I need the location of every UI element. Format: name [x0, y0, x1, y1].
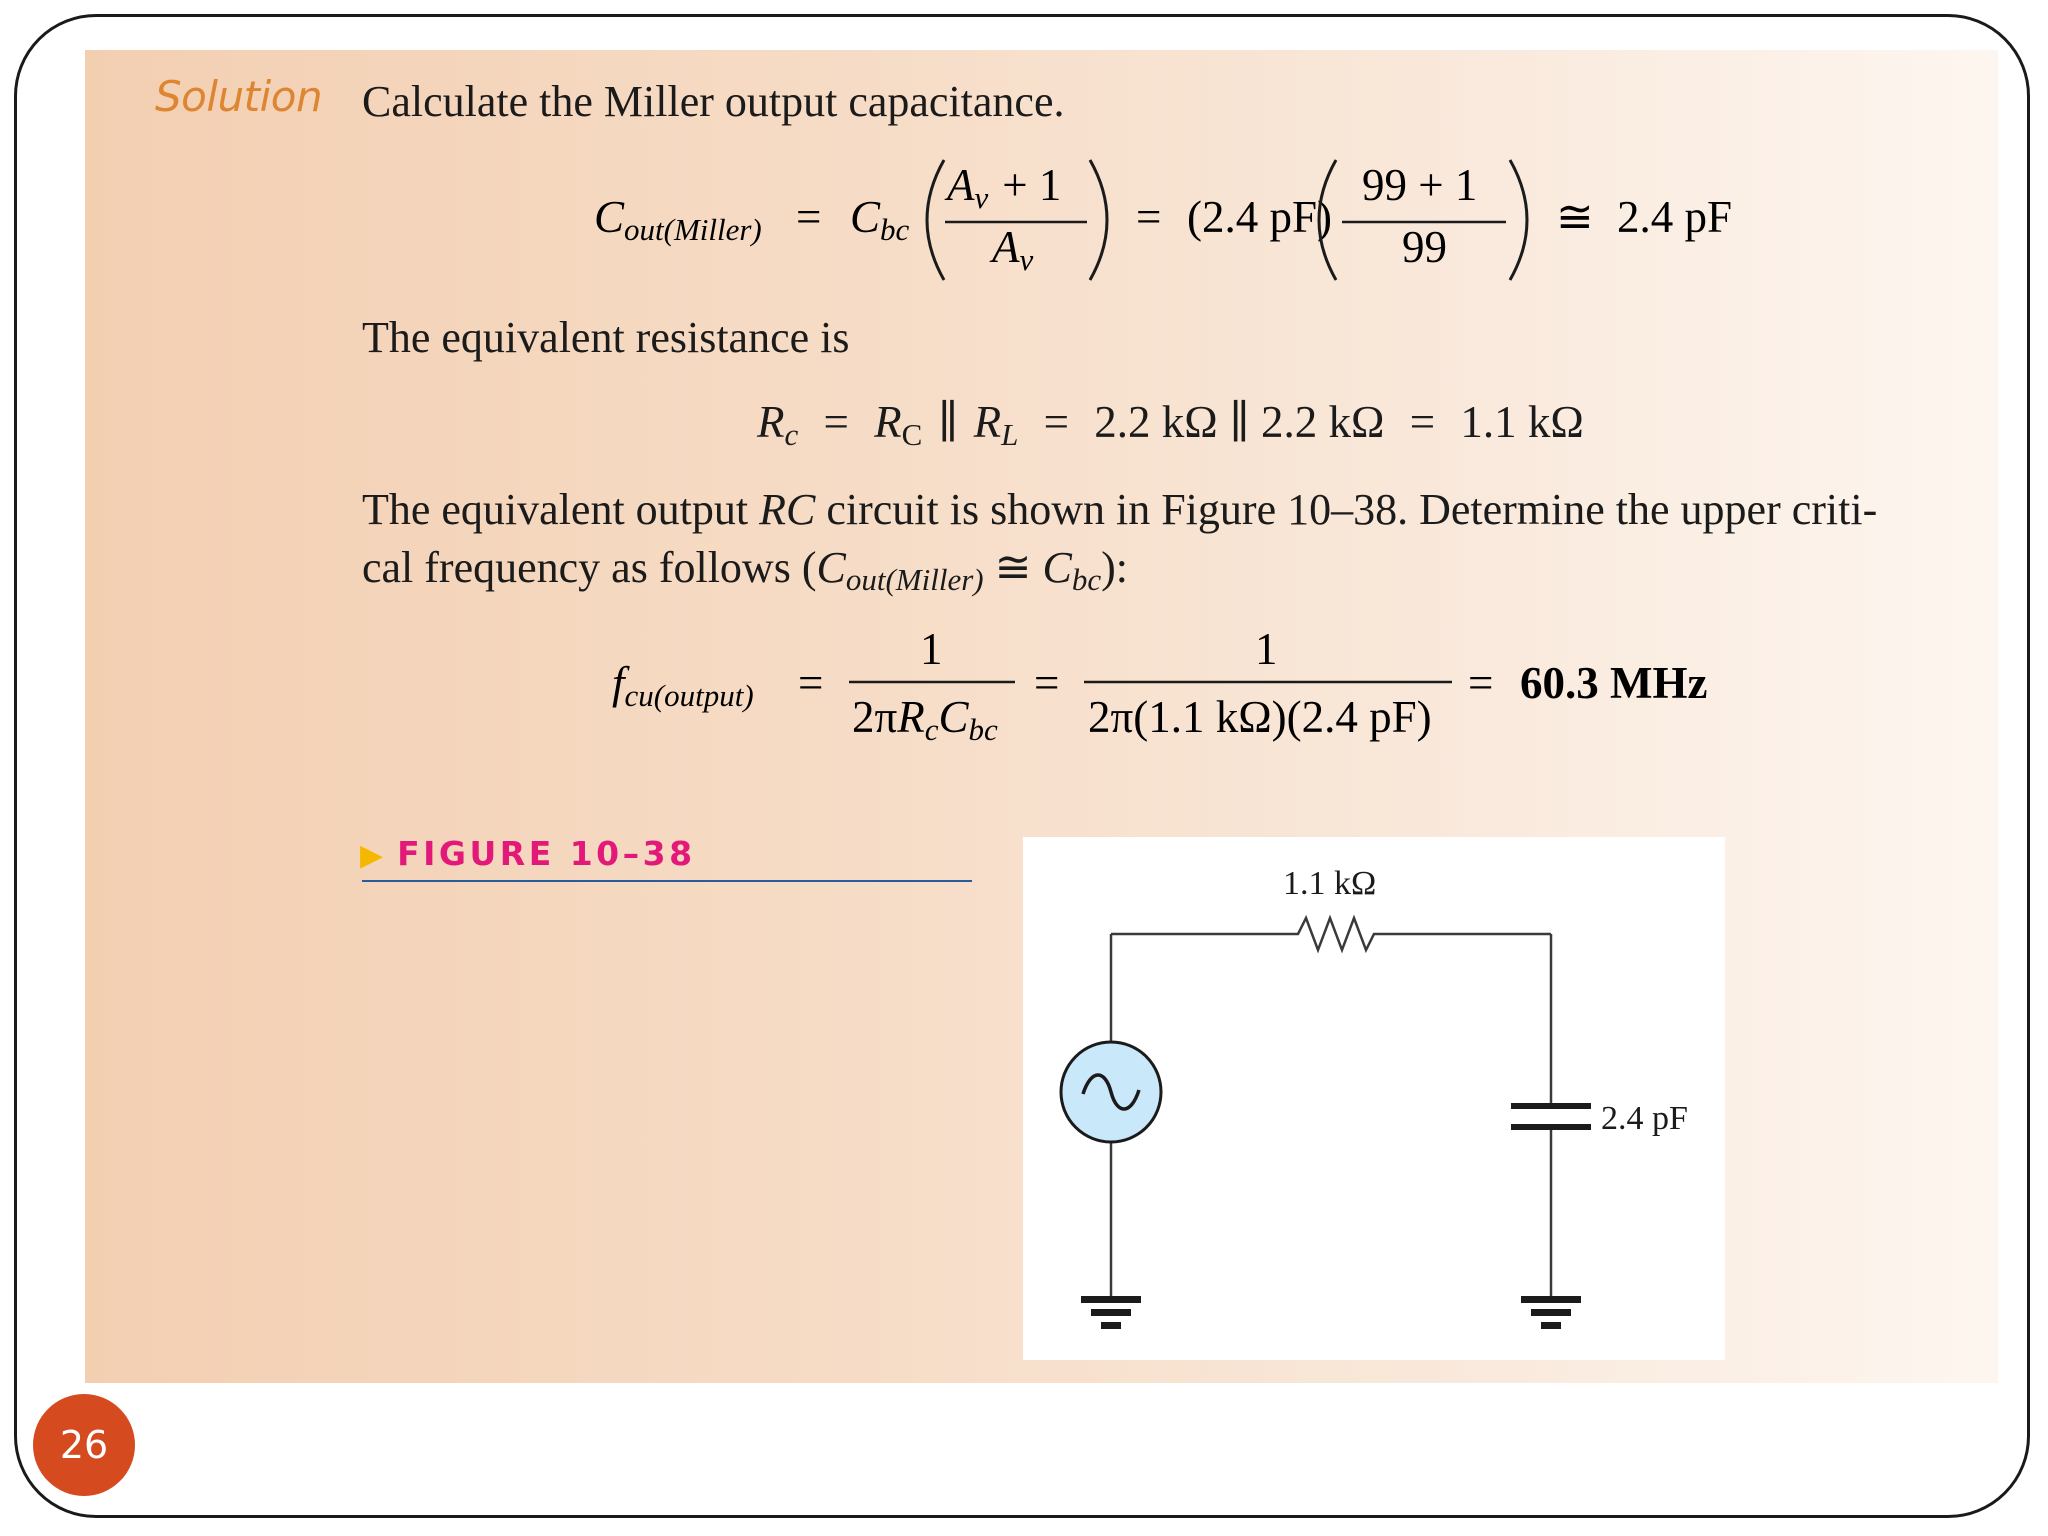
eq3-den1-pre: 2π	[852, 692, 898, 742]
eq3-equals-3: =	[1468, 658, 1494, 708]
eq1-num-plus: + 1	[1002, 160, 1062, 210]
circuit-diagram	[1023, 837, 1725, 1360]
eq2-values: 2.2 kΩ ∥ 2.2 kΩ	[1094, 397, 1385, 447]
eq1-equals: =	[796, 192, 822, 242]
equation-critical-frequency	[600, 618, 1800, 758]
eq1-den-a: A	[992, 222, 1020, 272]
svg-text:Av+ 1	[944, 160, 1061, 215]
eq3-den2: 2π(1.1 kΩ)(2.4 pF)	[1088, 692, 1432, 742]
resistor-wire	[1111, 918, 1551, 950]
svg-text:2πRcCbc	[852, 692, 998, 747]
eq3-num2: 1	[1255, 624, 1278, 674]
p3b-c: C	[816, 543, 846, 592]
eq2-rl: R	[973, 397, 1002, 447]
p3b-pre: cal frequency as follows (	[362, 543, 817, 592]
eq2-equals-3: =	[1409, 397, 1436, 447]
figure-rule	[362, 880, 972, 882]
eq3-den1-c: C	[938, 692, 969, 742]
capacitor-plate-top	[1511, 1103, 1591, 1109]
p3a-rc: RC	[759, 485, 816, 534]
eq3-result: 60.3 MHz	[1520, 658, 1708, 708]
eq2-equals: =	[823, 397, 849, 447]
eq3-den1-r: R	[897, 692, 925, 742]
eq1-lhs-sub: out(Miller)	[624, 212, 762, 247]
p3b-c2: C	[1042, 543, 1072, 592]
eq1-num-a-sub: v	[974, 180, 989, 215]
ground-icon-right	[1521, 1296, 1581, 1329]
resistor-label: 1.1 kΩ	[1283, 865, 1377, 902]
eq3-den1-r-sub: c	[924, 712, 939, 747]
svg-text:Cout(Miller)	[594, 192, 762, 247]
paragraph-rc-circuit-line1	[362, 484, 1877, 535]
eq1-den2: 99	[1402, 222, 1447, 272]
eq2-r-sub: c	[784, 417, 799, 452]
paragraph-equivalent-resistance: The equivalent resistance is	[362, 313, 850, 362]
eq1-lhs-c: C	[594, 192, 625, 242]
eq1-paren-left	[927, 160, 944, 280]
eq2-rl-sub: L	[1001, 417, 1019, 452]
eq3-f-sub: cu(output)	[624, 678, 754, 713]
svg-text:Av	[989, 222, 1034, 277]
eq2-result: 1.1 kΩ	[1460, 397, 1584, 447]
eq1-cbc: C	[850, 192, 881, 242]
eq1-paren-right	[1090, 160, 1107, 280]
eq3-den1-c-sub: bc	[968, 712, 998, 747]
eq1-coef: (2.4 pF)	[1187, 192, 1332, 242]
capacitor-label: 2.4 pF	[1601, 1100, 1688, 1137]
eq1-approx: ≅	[1556, 192, 1594, 242]
eq3-equals: =	[798, 658, 824, 708]
eq2-rc-sub: C	[901, 417, 923, 452]
solution-label: Solution	[155, 72, 323, 121]
figure-arrow-icon: ▶	[360, 838, 384, 873]
eq1-num2: 99 + 1	[1362, 160, 1478, 210]
eq2-equals-2: =	[1043, 397, 1070, 447]
circuit-svg	[1023, 837, 1725, 1360]
page-number-badge: 26	[33, 1394, 135, 1496]
p3b-sub2: bc	[1071, 562, 1102, 597]
eq3-f: f	[612, 658, 625, 708]
eq1-equals-2: =	[1136, 192, 1162, 242]
p3b-post: ):	[1101, 543, 1128, 592]
equation-equivalent-resistance	[757, 395, 1584, 453]
ground-icon-left	[1081, 1296, 1141, 1329]
eq1-num-a: A	[947, 160, 975, 210]
eq1-cbc-sub: bc	[880, 212, 910, 247]
eq2-parallel: ∥	[937, 397, 959, 447]
svg-text:Cbc	[850, 192, 910, 247]
eq3-equals-2: =	[1034, 658, 1060, 708]
eq1-paren-right-2	[1510, 160, 1527, 280]
eq1-den-a-sub: v	[1019, 242, 1034, 277]
eq3-num1: 1	[920, 624, 943, 674]
capacitor-plate-bottom	[1511, 1124, 1591, 1130]
figure-label	[360, 834, 696, 873]
paragraph-rc-circuit-line2	[362, 542, 1128, 598]
svg-text:fcu(output)	[612, 658, 754, 713]
eq1-result: 2.4 pF	[1617, 192, 1733, 242]
p3b-sub1: out(Miller)	[845, 562, 984, 597]
eq2-rc: R	[874, 397, 902, 447]
p3a-pre: The equivalent output	[362, 485, 760, 534]
eq2-r: R	[757, 397, 785, 447]
p3b-approx: ≅	[983, 543, 1043, 592]
p3a-post: circuit is shown in Figure 10–38. Determine the upper criti-	[815, 485, 1878, 534]
paragraph-miller-output: Calculate the Miller output capacitance.	[362, 77, 1065, 126]
figure-label-text: FIGURE 10–38	[397, 834, 696, 873]
equation-miller-output-capacitance	[560, 150, 1760, 290]
